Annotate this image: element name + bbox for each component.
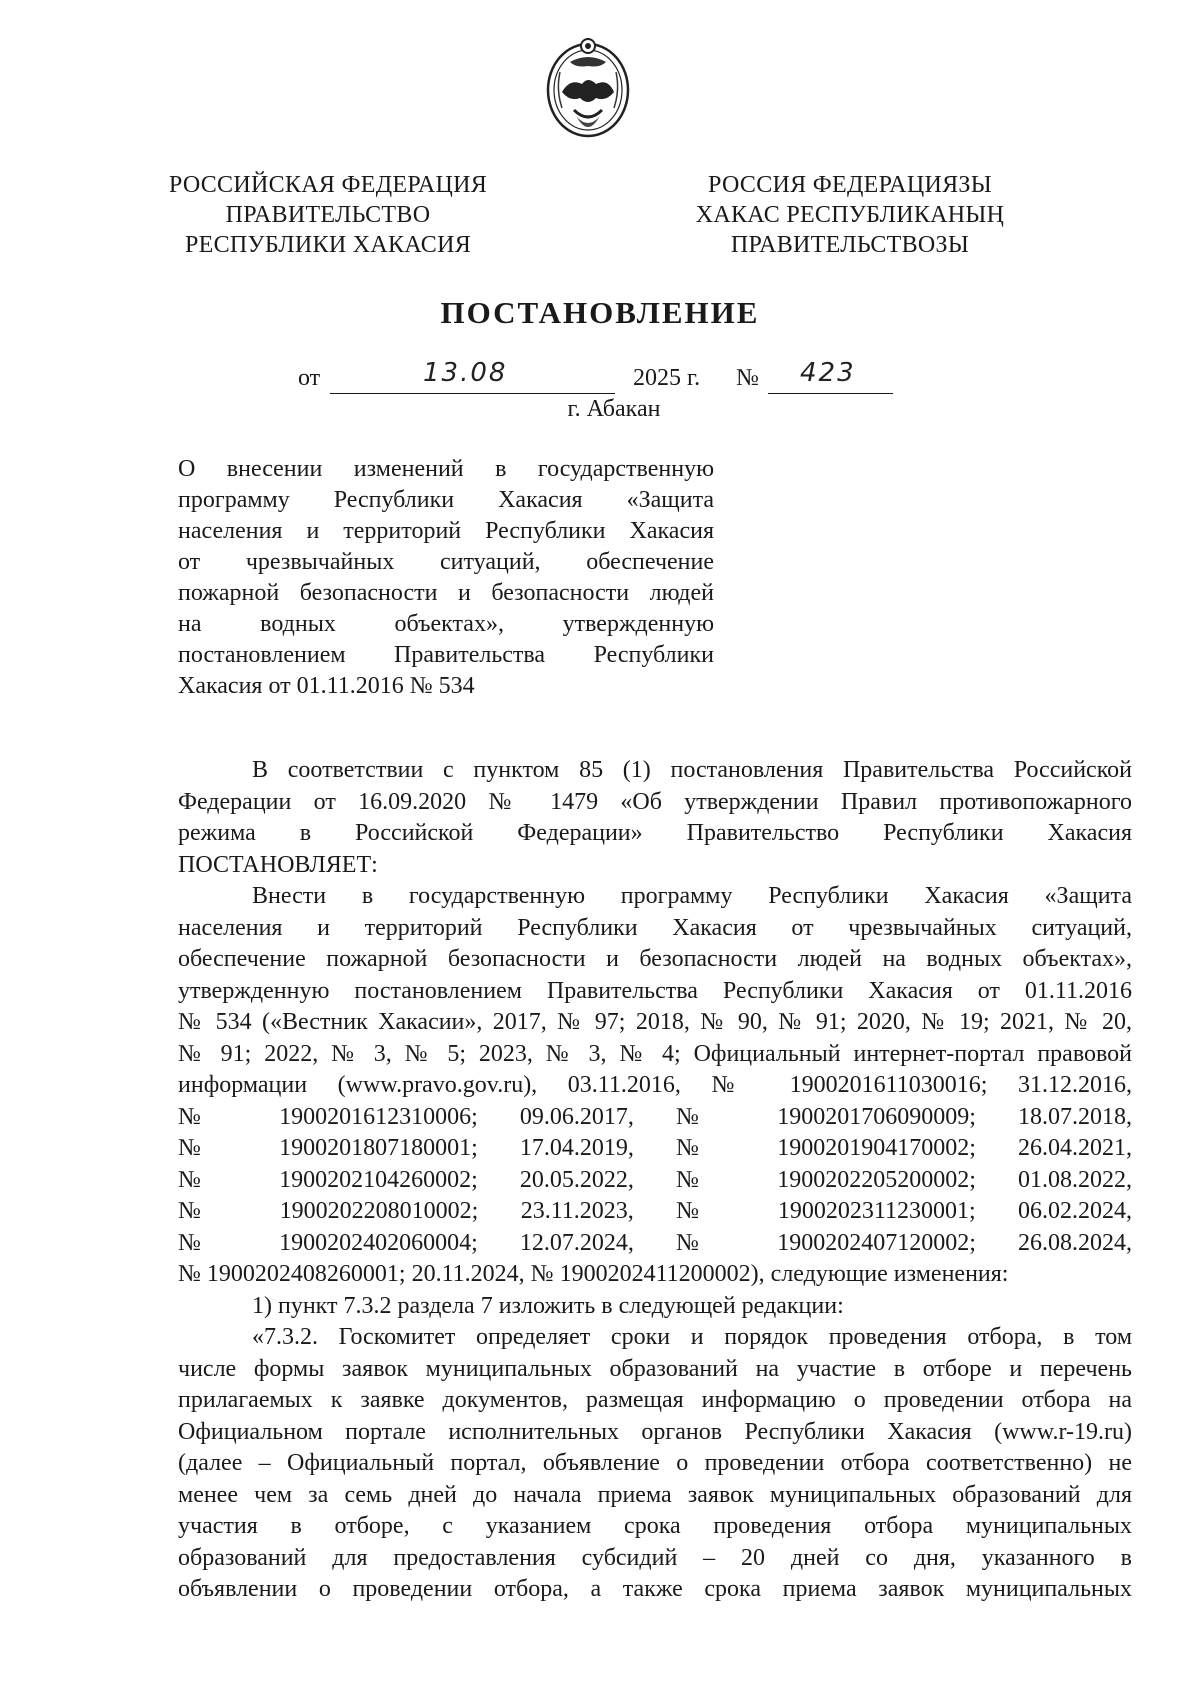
handwritten-number: 423	[800, 358, 856, 388]
amend-line: Внести в государственную программу Республики Хакасия «Защита	[252, 883, 1132, 909]
amend-line: № 1900201807180001; 17.04.2019, № 1900201904170002; 26.04.2021,	[178, 1135, 1132, 1161]
city-label: г. Абакан	[567, 396, 661, 422]
amend-line: № 1900202208010002; 23.11.2023, № 1900202311230001; 06.02.2024,	[178, 1198, 1132, 1224]
quote-line: участия в отборе, с указанием срока проведения отбора муниципальных	[178, 1513, 1132, 1539]
document-subject	[178, 454, 714, 702]
quote-line: менее чем за семь дней до начала приема заявок муниципальных образований для	[178, 1481, 1132, 1508]
amend-line: № 534 («Вестник Хакасии», 2017, № 97; 2018, № 90, № 91; 2020, № 19; 2021, № 20,	[178, 1009, 1132, 1035]
subject-line: от чрезвычайных ситуаций, обеспечение	[178, 549, 714, 575]
preamble-line: Федерации от 16.09.2020 № 1479 «Об утверждении Правил противопожарного	[178, 788, 1132, 815]
quote-line: (далее – Официальный портал, объявление о проведении отбора соответственно) не	[178, 1450, 1132, 1476]
document-body	[178, 755, 1132, 1606]
subject-line: пожарной безопасности и безопасности людей	[178, 580, 714, 606]
subject-line: постановлением Правительства Республики	[178, 642, 714, 668]
handwritten-date: 13.08	[423, 358, 508, 388]
date-from-label: от	[298, 365, 321, 391]
header-left-block	[118, 170, 538, 260]
subject-line: на водных объектах», утвержденную	[178, 611, 714, 637]
quote-line: Официальном портале исполнительных органов Республики Хакасия (www.r-19.ru)	[178, 1418, 1132, 1445]
amend-line: № 1900202104260002; 20.05.2022, № 1900202205200002; 01.08.2022,	[178, 1166, 1132, 1193]
amend-line: населения и территорий Республики Хакасия от чрезвычайных ситуаций,	[178, 914, 1132, 941]
subject-line: Хакасия от 01.11.2016 № 534	[178, 673, 475, 699]
subject-line: программу Республики Хакасия «Защита	[178, 487, 714, 513]
amend-line: № 91; 2022, № 3, № 5; 2023, № 3, № 4; Официальный интернет-портал правовой	[178, 1040, 1132, 1067]
amend-line: № 1900202402060004; 12.07.2024, № 1900202407120002; 26.08.2024,	[178, 1229, 1132, 1256]
quote-line: прилагаемых к заявке документов, размещая информацию о проведении отбора на	[178, 1387, 1132, 1413]
preamble-line: режима в Российской Федерации» Правительство Республики Хакасия	[178, 820, 1132, 846]
quote-line: образований для предоставления субсидий – 20 дней со дня, указанного в	[178, 1544, 1132, 1571]
quote-line: числе формы заявок муниципальных образований на участие в отборе и перечень	[178, 1355, 1132, 1382]
header-right-line-1: РОССИЯ ФЕДЕРАЦИЯЗЫ	[708, 172, 992, 198]
amend-line: утвержденную постановлением Правительства Республики Хакасия от 01.11.2016	[178, 977, 1132, 1004]
item-1-line: 1) пункт 7.3.2 раздела 7 изложить в следующей редакции:	[252, 1292, 844, 1319]
coat-of-arms-emblem	[540, 32, 636, 142]
subject-line: населения и территорий Республики Хакасия	[178, 518, 714, 544]
header-left-line-3: РЕСПУБЛИКИ ХАКАСИЯ	[184, 232, 472, 258]
amend-line: информации (www.pravo.gov.ru), 03.11.2016, № 1900201611030016; 31.12.2016,	[178, 1072, 1132, 1098]
preamble-line: ПОСТАНОВЛЯЕТ:	[178, 851, 378, 878]
header-left-line-1: РОССИЙСКАЯ ФЕДЕРАЦИЯ	[168, 172, 488, 198]
header-right-block	[640, 170, 1060, 260]
year-label: 2025 г.	[633, 365, 701, 391]
header-right-line-2: ХАКАС РЕСПУБЛИКАНЫҢ	[695, 202, 1005, 228]
preamble-line: В соответствии с пунктом 85 (1) постановления Правительства Российской	[252, 757, 1132, 783]
header-left-line-2: ПРАВИТЕЛЬСТВО	[225, 202, 431, 228]
amend-line: № 1900201612310006; 09.06.2017, № 1900201706090009; 18.07.2018,	[178, 1103, 1132, 1130]
document-title: ПОСТАНОВЛЕНИЕ	[440, 295, 760, 330]
amend-line: № 1900202408260001; 20.11.2024, № 1900202411200002), следующие изменения:	[178, 1261, 1009, 1287]
header-right-line-3: ПРАВИТЕЛЬСТВОЗЫ	[730, 232, 970, 258]
number-label: №	[736, 365, 759, 391]
amend-line: обеспечение пожарной безопасности и безопасности людей на водных объектах»,	[178, 946, 1132, 972]
quote-line: «7.3.2. Госкомитет определяет сроки и порядок проведения отбора, в том	[252, 1324, 1132, 1350]
quote-line: объявлении о проведении отбора, а также срока приема заявок муниципальных	[178, 1576, 1132, 1602]
subject-line: О внесении изменений в государственную	[178, 456, 714, 482]
